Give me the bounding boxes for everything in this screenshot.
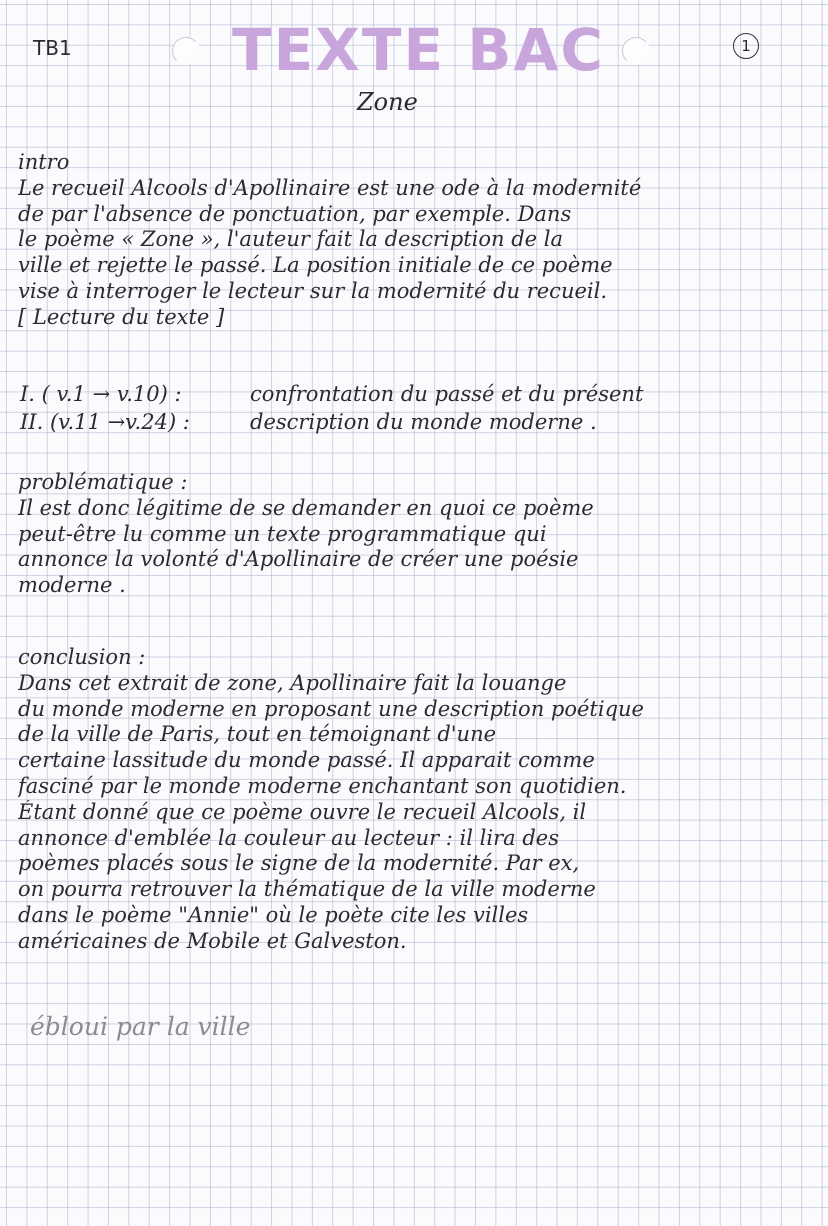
problematique-line: peut-être lu comme un texte programmatique qui: [18, 521, 547, 546]
intro-heading: intro: [18, 150, 70, 174]
pencil-note: ébloui par la ville: [30, 1012, 251, 1041]
plan-label: II. (v.11 →v.24) :: [20, 410, 190, 434]
conclusion-line: fasciné par le monde moderne enchantant son quotidien.: [18, 773, 627, 798]
conclusion-line: annonce d'emblée la couleur au lecteur : il lira des: [18, 825, 559, 850]
conclusion-line: poèmes placés sous le signe de la modernité. Par ex,: [18, 851, 580, 876]
intro-line: ville et rejette le passé. La position initiale de ce poème: [18, 253, 613, 278]
conclusion-line: américaines de Mobile et Galveston.: [18, 928, 407, 953]
conclusion-line: Étant donné que ce poème ouvre le recueil Alcools, il: [18, 799, 587, 824]
page-title: TEXTE BAC: [232, 16, 605, 84]
conclusion-line: dans le poème "Annie" où le poète cite les villes: [18, 902, 529, 927]
problematique-section: [18, 470, 813, 599]
plan-text: description du monde moderne .: [250, 410, 597, 434]
plan-label: I. ( v.1 → v.10) :: [20, 382, 182, 406]
conclusion-line: du monde moderne en proposant une description poétique: [18, 696, 644, 721]
problematique-line: moderne .: [18, 573, 126, 598]
intro-line: [ Lecture du texte ]: [18, 304, 225, 329]
intro-line: de par l'absence de ponctuation, par exemple. Dans: [18, 201, 572, 226]
binder-hole-left: [172, 37, 200, 65]
conclusion-section: [18, 645, 813, 955]
binder-hole-right: [622, 37, 650, 65]
intro-line: le poème « Zone », l'auteur fait la description de la: [18, 227, 563, 252]
subtitle: Zone: [357, 88, 418, 116]
intro-line: Le recueil Alcools d'Apollinaire est une ode à la modernité: [18, 175, 642, 200]
page-number: 1: [733, 33, 759, 59]
document-code: TB1: [33, 36, 72, 60]
problematique-line: Il est donc légitime de se demander en quoi ce poème: [18, 495, 594, 520]
plan-item: [20, 380, 643, 408]
conclusion-line: Dans cet extrait de zone, Apollinaire fait la louange: [18, 670, 567, 695]
plan-section: [20, 380, 643, 436]
conclusion-line: on pourra retrouver la thématique de la ville moderne: [18, 877, 596, 902]
plan-item: [20, 408, 643, 436]
problematique-heading: problématique :: [18, 470, 188, 494]
conclusion-line: de la ville de Paris, tout en témoignant d'une: [18, 722, 497, 747]
intro-line: vise à interroger le lecteur sur la modernité du recueil.: [18, 278, 608, 303]
intro-section: [18, 150, 813, 331]
problematique-line: annonce la volonté d'Apollinaire de créer une poésie: [18, 547, 579, 572]
conclusion-heading: conclusion :: [18, 645, 146, 669]
plan-text: confrontation du passé et du présent: [250, 382, 644, 406]
conclusion-line: certaine lassitude du monde passé. Il apparait comme: [18, 748, 595, 773]
